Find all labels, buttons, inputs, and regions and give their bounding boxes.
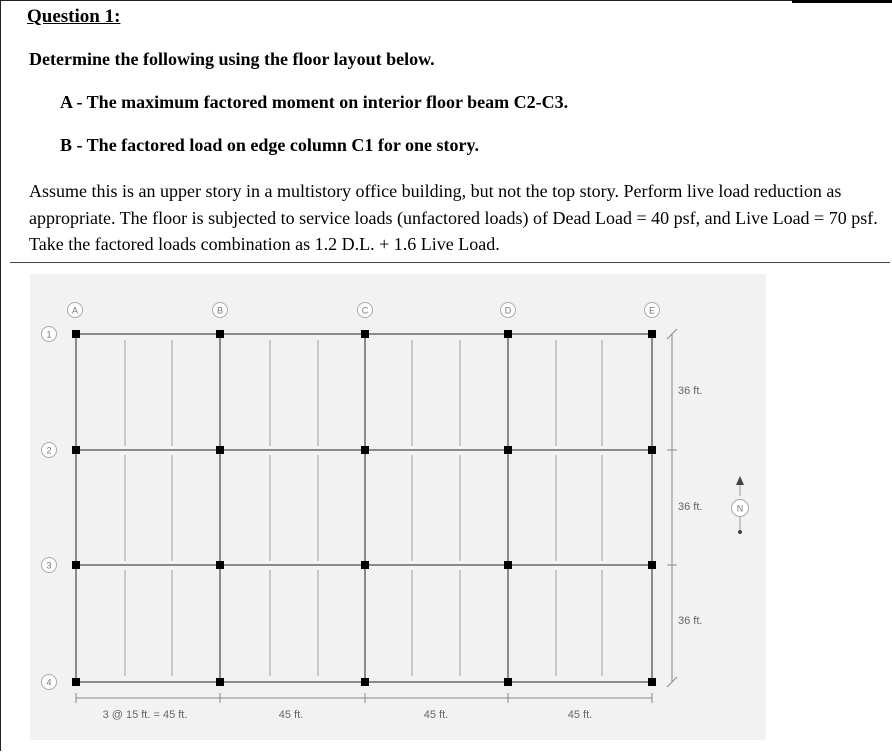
dim-36ft-3: 36 ft.	[678, 615, 703, 627]
row-line-bubbles	[42, 327, 57, 690]
svg-text:B: B	[216, 305, 224, 316]
svg-text:N: N	[736, 503, 744, 514]
bubble-row-3	[42, 558, 57, 573]
dim-36ft-2: 36 ft.	[678, 501, 703, 513]
top-bar	[792, 0, 892, 3]
svg-text:4: 4	[46, 677, 52, 688]
column-line-bubbles	[68, 303, 660, 318]
vertical-dimension-line	[667, 329, 677, 687]
bubble-col-e	[645, 303, 660, 318]
question-title: Question 1:	[27, 6, 121, 27]
horizontal-dimension-line	[76, 693, 652, 703]
svg-text:E: E	[648, 305, 656, 316]
assumptions-paragraph: Assume this is an upper story in a multistory office building, but not the top story. Perform live load reduction as appropriate. The floor is subjected to service loads (unfactored loads) of Dead Load = 40 psf, and Live Load = 70 psf. Take the factored loads combination as 1.2 D.L. + 1.6 Live Load.	[29, 181, 878, 254]
question-intro: Determine the following using the floor layout below.	[29, 49, 435, 69]
svg-text:C: C	[361, 305, 369, 316]
part-b: B - The factored load on edge column C1 for one story.	[60, 135, 479, 155]
dim-3at15ft: 3 @ 15 ft. = 45 ft.	[102, 709, 188, 721]
bubble-row-1	[42, 327, 57, 342]
bubble-col-b	[213, 303, 228, 318]
girders	[76, 334, 652, 682]
svg-text:3: 3	[46, 560, 52, 571]
dim-45ft-2: 45 ft.	[423, 709, 449, 721]
bubble-col-a	[68, 303, 83, 318]
part-a: A - The maximum factored moment on interior floor beam C2-C3.	[60, 92, 569, 112]
separator	[10, 262, 890, 263]
joists	[125, 340, 602, 676]
svg-text:D: D	[504, 305, 512, 316]
bubble-col-d	[501, 303, 516, 318]
north-arrow-icon	[732, 476, 749, 534]
dim-36ft-1: 36 ft.	[678, 385, 703, 397]
dim-45ft-1: 45 ft.	[278, 709, 304, 721]
bubble-col-c	[358, 303, 373, 318]
floor-plan-svg	[30, 274, 766, 740]
dim-45ft-3: 45 ft.	[567, 709, 593, 721]
floor-plan-figure	[30, 274, 766, 740]
bubble-row-2	[42, 443, 57, 458]
svg-text:A: A	[71, 305, 79, 316]
svg-text:2: 2	[46, 445, 52, 456]
bubble-row-4	[42, 675, 57, 690]
svg-text:1: 1	[46, 329, 52, 340]
